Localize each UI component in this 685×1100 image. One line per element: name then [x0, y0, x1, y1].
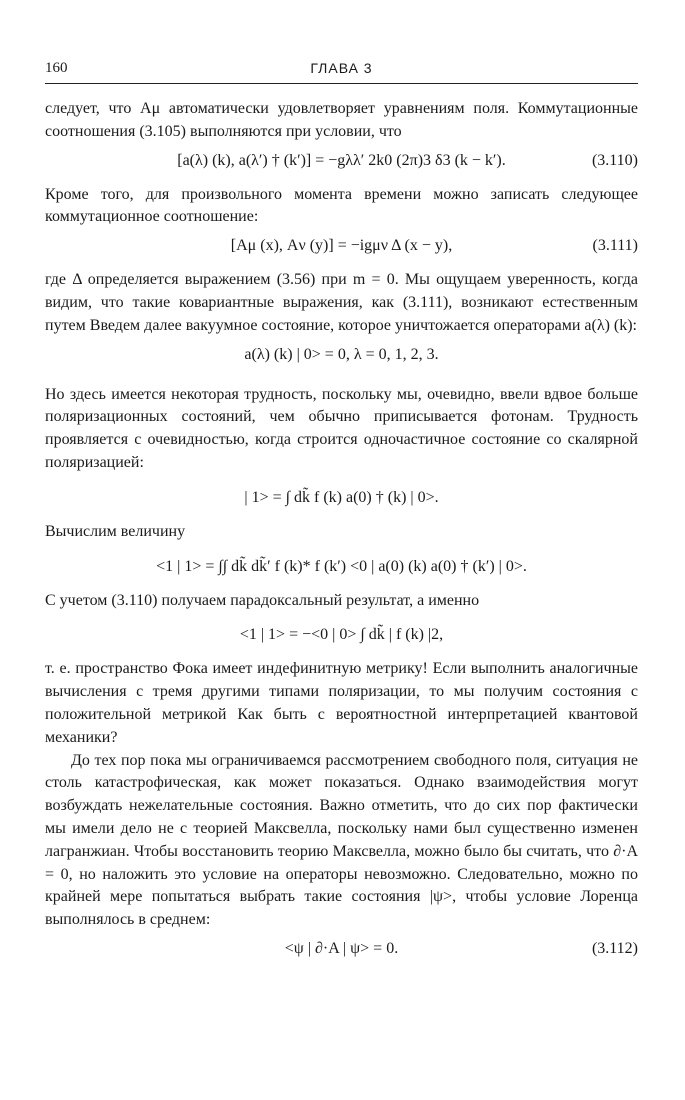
paragraph: где Δ определяется выражением (3.56) при m = 0. Мы ощущаем уверенность, когда видим, что такие ковариантные выражения, как (3.111), возникают естественным путем Введем далее вакуумное состояние, которое уничтожается операторами a(λ) (k):	[45, 271, 638, 334]
page-body	[45, 98, 638, 958]
equation-text: <1 | 1> = −<0 | 0> ∫ dk̃ | f (k) |2,	[239, 626, 444, 644]
equation-3-112	[45, 940, 638, 958]
equation-3-110	[45, 152, 638, 170]
paragraph: Кроме того, для произвольного момента времени можно записать следующее коммутационное соотношение:	[45, 185, 638, 226]
equation-text: [a(λ) (k), a(λ′) † (k′)] = −gλλ′ 2k0 (2π)3 δ3 (k − k′).	[177, 151, 506, 169]
equation-text: <ψ | ∂·A | ψ> = 0.	[284, 939, 399, 957]
equation-number: (3.111)	[592, 237, 638, 255]
equation-one-particle-state	[45, 489, 638, 507]
paragraph: С учетом (3.110) получаем парадоксальный результат, а именно	[45, 591, 480, 609]
equation-text: [Aμ (x), Aν (y)] = −igμν Δ (x − y),	[230, 237, 453, 255]
equation-text: a(λ) (k) | 0> = 0, λ = 0, 1, 2, 3.	[244, 345, 439, 363]
equation-text: <1 | 1> = ∫∫ dk̃ dk̃′ f (k)* f (k′) <0 | a(0) (k) a(0) † (k′) | 0>.	[156, 557, 527, 575]
paragraph: т. е. пространство Фока имеет индефинитную метрику! Если выполнить аналогичные вычисления с тремя другими типами поляризации, то мы получим состояния с положительной метрикой Как быть с вероятностной интерпретацией квантовой механики?	[45, 660, 638, 746]
chapter-running-head: ГЛАВА 3	[310, 60, 373, 76]
page-header	[45, 58, 638, 84]
equation-text: | 1> = ∫ dk̃ f (k) a(0) † (k) | 0>.	[244, 488, 439, 506]
header-rule	[45, 83, 638, 84]
equation-negative-norm	[45, 626, 638, 644]
equation-norm	[45, 558, 638, 576]
paragraph: Вычислим величину	[45, 522, 186, 540]
page-number: 160	[45, 60, 68, 76]
paragraph: Но здесь имеется некоторая трудность, поскольку мы, очевидно, ввели вдвое больше поляризационных состояний, чем обычно приписывается фотонам. Трудность проявляется с очевидностью, когда строится одночастичное состояние со скалярной поляризацией:	[45, 385, 638, 471]
paragraph: следует, что Aμ автоматически удовлетворяет уравнениям поля. Коммутационные соотношения (3.105) выполняются при условии, что	[45, 100, 638, 140]
equation-number: (3.112)	[591, 939, 638, 957]
equation-vacuum	[45, 346, 638, 364]
equation-number: (3.110)	[591, 151, 638, 169]
equation-3-111	[45, 237, 638, 255]
paragraph: До тех пор пока мы ограничиваемся рассмотрением свободного поля, ситуация не столь катастрофическая, как может показаться. Однако взаимодействия могут возбуждать нежелательные состояния. Важно отметить, что до сих пор фактически мы имели дело не с теорией Максвелла, поскольку нами был существенно изменен лагранжиан. Чтобы восстановить теорию Максвелла, можно было бы считать, что ∂·A = 0, но наложить это условие на операторы невозможно. Следовательно, можно по крайней мере попытаться выбрать такие состояния |ψ>, чтобы условие Лоренца выполнялось в среднем:	[45, 751, 638, 929]
